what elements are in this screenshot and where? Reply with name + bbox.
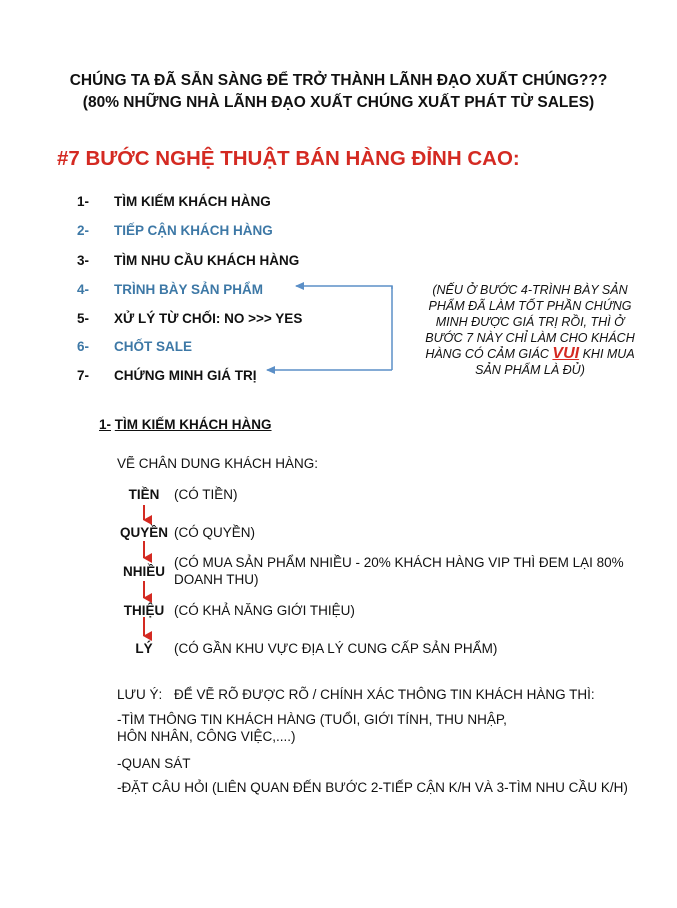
bracket-arrow-top [296,286,392,289]
note-line-6: SẢN PHẨM LÀ ĐỦ) [475,363,585,377]
note-vui: VUI [552,345,580,362]
note-item-2: -QUAN SÁT [117,756,191,771]
chain-label-quyen: QUYỀN [119,525,168,540]
chain-label-tien: TIỀN [128,487,160,502]
step-7-number: 7- [77,368,90,383]
chain-label-nhieu: NHIỀU [122,564,165,579]
note-line-4: BƯỚC 7 NÀY CHỈ LÀM CHO KHÁCH [425,331,635,345]
note-luu-y-label: LƯU Ý: [117,687,163,702]
chain-desc-nhieu-2: DOANH THU) [174,572,259,587]
note-line-2: PHẨM ĐÃ LÀM TỐT PHẦN CHỨNG [428,299,632,313]
section-title: #7 BƯỚC NGHỆ THUẬT BÁN HÀNG ĐỈNH CAO: [57,147,520,170]
chain-desc-ly: (CÓ GẦN KHU VỰC ĐỊA LÝ CUNG CẤP SẢN PHẨM) [174,641,498,656]
subsection-title: TÌM KIẾM KHÁCH HÀNG [114,417,272,432]
note-item-3: -ĐẶT CÂU HỎI (LIÊN QUAN ĐẾN BƯỚC 2-TIẾP CẬN K/H VÀ 3-TÌM NHU CẦU K/H) [117,780,628,795]
step-2-label: TIẾP CẬN KHÁCH HÀNG [114,223,273,238]
step-5-label: XỬ LÝ TỪ CHỐI: NO >>> YES [114,311,303,326]
step-6-label: CHỐT SALE [114,339,193,354]
step-5-number: 5- [77,311,90,326]
note-item-1-line-1: -TÌM THÔNG TIN KHÁCH HÀNG (TUỔI, GIỚI TÍNH, THU NHẬP, [117,712,507,727]
header-line-1: CHÚNG TA ĐÃ SẴN SÀNG ĐỂ TRỞ THÀNH LÃNH ĐẠO XUẤT CHÚNG??? [69,72,608,89]
chain-desc-nhieu: (CÓ MUA SẢN PHẨM NHIỀU - 20% KHÁCH HÀNG VIP THÌ ĐEM LẠI 80% [174,555,624,570]
subsection-number: 1- [99,417,112,432]
note-item-1-line-2: HÔN NHÂN, CÔNG VIỆC,....) [117,729,296,744]
chain-desc-tien: (CÓ TIỀN) [174,487,238,502]
note-line-3: MINH ĐƯỢC GIÁ TRỊ RỒI, THÌ Ở [435,315,625,329]
step-3-number: 3- [77,253,90,268]
subsection-heading [99,417,272,432]
note-luu-y-text: ĐỂ VẼ RÕ ĐƯỢC RÕ / CHÍNH XÁC THÔNG TIN KHÁCH HÀNG THÌ: [174,687,595,702]
step-6-number: 6- [77,339,90,354]
step-3-label: TÌM NHU CẦU KHÁCH HÀNG [114,253,300,268]
step-1-label: TÌM KIẾM KHÁCH HÀNG [114,194,271,209]
note-line-5 [405,346,655,362]
chain-desc-quyen: (CÓ QUYỀN) [174,525,255,540]
note-line-5-post: KHI MUA [582,347,635,361]
side-note [405,282,655,378]
step-4-label: TRÌNH BÀY SẢN PHẨM [114,282,264,297]
step-7-label: CHỨNG MINH GIÁ TRỊ [114,368,257,383]
chain-label-thieu: THIỆU [123,603,165,618]
note-line-5-pre: HÀNG CÓ CẢM GIÁC [425,347,549,361]
chain-label-ly: LÝ [135,641,153,656]
step-1-number: 1- [77,194,90,209]
step-4-number: 4- [77,282,90,297]
step-2-number: 2- [77,223,90,238]
portrait-intro: VẼ CHÂN DUNG KHÁCH HÀNG: [117,456,319,471]
chain-desc-thieu: (CÓ KHẢ NĂNG GIỚI THIỆU) [174,603,355,618]
note-line-1: (NẾU Ở BƯỚC 4-TRÌNH BÀY SẢN [432,283,628,297]
header-line-2: (80% NHỮNG NHÀ LÃNH ĐẠO XUẤT CHÚNG XUẤT PHÁT TỪ SALES) [82,94,595,111]
